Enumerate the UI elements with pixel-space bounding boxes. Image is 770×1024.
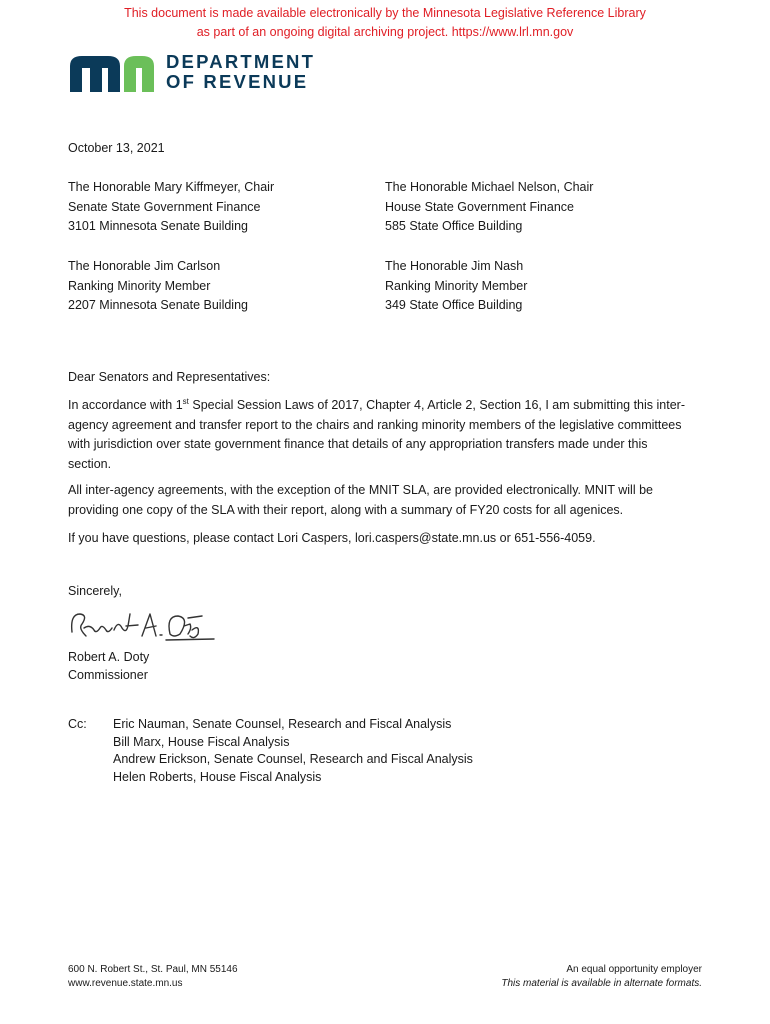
p1-ordinal: st — [182, 396, 189, 406]
archive-notice-line-1: This document is made available electronically by the Minnesota Legislative Reference Library — [124, 6, 646, 20]
recipient-address: 349 State Office Building — [385, 298, 523, 312]
cc-recipient: Helen Roberts, House Fiscal Analysis — [113, 769, 322, 784]
p1-start: In accordance with 1 — [68, 398, 183, 412]
recipient-name: The Honorable Jim Carlson — [68, 259, 221, 273]
p1-rest: Special Session Laws of 2017, Chapter 4, Article 2, Section 16, I am submitting this inter-agency agreement and transfer report to the chairs and ranking minority members of the legislative committees with jurisdiction over state government finance that details of any appropriation transfers made under this section. — [68, 398, 685, 471]
body-paragraph-2: All inter-agency agreements, with the exception of the MNIT SLA, are provided electronically. MNIT will be providing one copy of the SLA with their report, along with a summary of FY20 costs for all agenices. — [68, 483, 653, 517]
recipient-block-kiffmeyer — [68, 178, 274, 237]
recipient-name: The Honorable Michael Nelson, Chair — [385, 180, 594, 194]
footer-address: 600 N. Robert St., St. Paul, MN 55146 — [68, 964, 238, 975]
recipient-block-carlson — [68, 257, 248, 316]
salutation: Dear Senators and Representatives: — [68, 370, 271, 384]
letter-date: October 13, 2021 — [68, 141, 165, 155]
footer-website: www.revenue.state.mn.us — [68, 978, 183, 989]
recipient-address: 3101 Minnesota Senate Building — [68, 219, 248, 233]
recipient-role: Ranking Minority Member — [68, 278, 211, 293]
recipient-committee: House State Government Finance — [385, 199, 574, 214]
recipient-role: Ranking Minority Member — [385, 278, 528, 293]
footer-employer: An equal opportunity employer — [566, 964, 702, 975]
cc-recipient: Andrew Erickson, Senate Counsel, Research and Fiscal Analysis — [113, 752, 473, 766]
cc-recipient: Bill Marx, House Fiscal Analysis — [113, 734, 290, 749]
footer-formats: This material is available in alternate formats. — [501, 978, 702, 989]
logo-wordmark — [166, 52, 315, 92]
recipient-name: The Honorable Mary Kiffmeyer, Chair — [68, 180, 275, 194]
footer-notice-block — [501, 963, 702, 991]
archive-notice-line-2: as part of an ongoing digital archiving project. https://www.lrl.mn.gov — [196, 25, 574, 39]
signature-image — [66, 606, 216, 644]
cc-list — [113, 716, 473, 786]
logo-line-1: DEPARTMENT — [166, 51, 316, 72]
signer-name: Robert A. Doty — [68, 650, 150, 664]
body-paragraph-1 — [68, 396, 688, 474]
recipient-block-nelson — [385, 178, 593, 237]
logo-line-2: OF REVENUE — [166, 71, 309, 92]
recipient-address: 2207 Minnesota Senate Building — [68, 298, 248, 312]
archive-notice — [0, 4, 770, 42]
recipient-block-nash — [385, 257, 527, 316]
recipient-committee: Senate State Government Finance — [68, 199, 261, 214]
signer-title: Commissioner — [68, 668, 148, 682]
department-of-revenue-logo — [68, 52, 328, 94]
recipient-address: 585 State Office Building — [385, 219, 523, 233]
body-paragraph-3: If you have questions, please contact Lori Caspers, lori.caspers@state.mn.us or 651-556-4059. — [68, 531, 596, 545]
recipient-name: The Honorable Jim Nash — [385, 259, 524, 273]
footer-address-block — [68, 963, 238, 991]
closing: Sincerely, — [68, 584, 122, 598]
cc-label: Cc: — [68, 717, 87, 731]
signer-block — [68, 648, 149, 684]
mn-logo-icon — [68, 52, 158, 94]
cc-recipient: Eric Nauman, Senate Counsel, Research and Fiscal Analysis — [113, 717, 452, 731]
